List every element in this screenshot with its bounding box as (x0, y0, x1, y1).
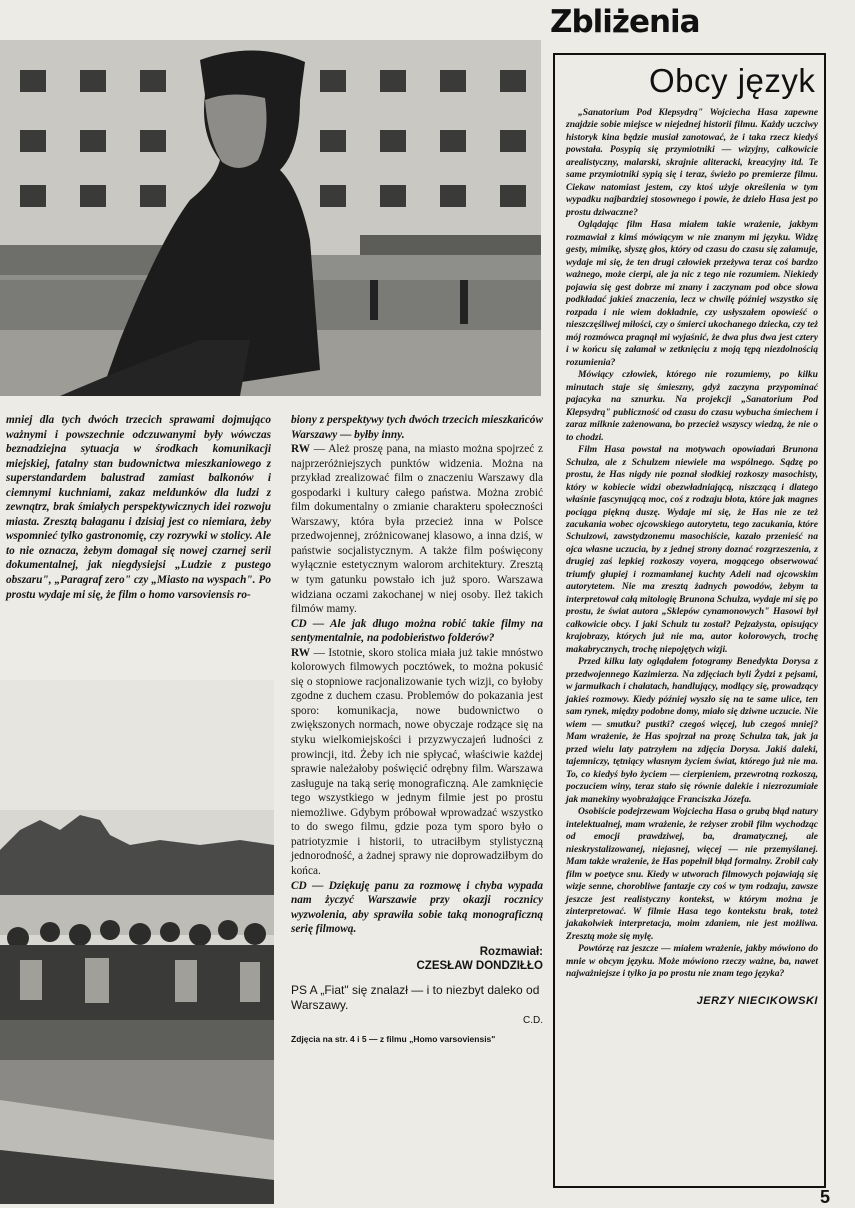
paragraph: Mówiący człowiek, którego nie rozumiemy, po kilku minutach staje się śmieszny, gdyż zaczyna przypominać pajacyka na sznurku. Na projekcji „Sanatorium Pod Klepsydrą" publiczność od czasu do czasu wybucha śmiechem i zaraz milknie zażenowana, bo przecież wszyscy wiedzą, że nie o to chodzi. (566, 369, 818, 443)
section-heading: Zbliżenia (550, 4, 700, 40)
postscript (291, 983, 543, 1028)
photo-credit: Zdjęcia na str. 4 i 5 — z filmu „Homo varsoviensis" (291, 1033, 496, 1044)
top-photo-man-on-street (0, 40, 541, 396)
postscript-text: PS A „Fiat" się znalazł — i to niezbyt daleko od Warszawy. (291, 982, 540, 1012)
sidebar-article (566, 107, 818, 1007)
bottom-photo-crowd-on-boat (0, 680, 274, 1204)
sidebar-title: Obcy język (649, 62, 816, 99)
speaker-tag-rw: RW (291, 443, 311, 456)
paragraph: Powtórzę raz jeszcze — miałem wrażenie, jakby mówiono do mnie w obcym języku. Może mówiono rzeczy ważne, ba, nawet najważniejsze i tylko ja po prostu nie znam tego języka? (566, 943, 818, 980)
paragraph: — Ależ proszę pana, na miasto można spojrzeć z najprzeróżniejszych punktów widzenia. Można na przykład zrealizować film o znaczeniu Warszawy dla gospodarki i kultury całego państwa. Można zrobić film dokumentalny o zmianie charakteru społeczności Warszawy, która była przecież inna w Polsce przedwojennej, zróżnicowanej klasowo, a inna dziś, w państwie socjalistycznym. A także film poświęcony wyłącznie estetycznym walorom architektury. Zresztą w tym gatunku powstało ich już sporo. Warszawa widziana oczami zakochanej w niej osoby. Ileż takich filmów mamy. (291, 443, 543, 616)
paragraph: Oglądając film Hasa miałem takie wrażenie, jakbym rozmawiał z kimś mówiącym w nie znanym mi języku. Widzę gesty, mimikę, słyszę głos, który od czasu do czasu się załamuje, wydaje mi się, że ten drugi człowiek przeżywa teraz coś bardzo ważnego, może cierpi, ale ja nic z tego nie rozumiem. Niekiedy pojawia się gest dobrze mi znany i zaczynam pod obce słowa podkładać jakieś znaczenia, lecz w chwilę później wszystko się rozpada i nie wiem dokładnie, czy usłyszałem opowieść o nieszczęśliwej miłości, czy o śmierci ukochanego dziecka, czy też mój rozmówca pragnął mi wyjaśnić, że dwa plus dwa jest cztery i w końcu się załamał w zetknięciu z moją tępą niezdolnością rozumienia? (566, 219, 818, 368)
speaker-tag-cd: CD (291, 617, 307, 630)
paragraph: biony z perspektywy tych dwóch trzecich mieszkańców Warszawy — byłby inny. (291, 414, 543, 441)
interviewer-signature (291, 945, 543, 973)
speaker-tag-cd: CD (291, 879, 307, 892)
paragraph: Film Hasa powstał na motywach opowiadań Brunona Schulza, ale z Schulzem niewiele ma wspólnego. Sądzę po prostu, że Has nigdy nie poznał słodkiej rozkoszy masochisty, który w kobiecie widzi obezwładniającą, niszczącą i dlatego właśnie fascynującą moc, coś z rodzaju błota, które jak magnes pociąga piękną duszę. Wydaje mi się, że Has nie ze też zacukania wobec ojcowskiego autorytetu, tego zacukania, które Schulzowi, zawstydzonemu masochiście, kazało przenieść na ojca własne uczucia, by z jednej strony doznać rozgrzeszenia, z drugiej zaś lepkiej rozkoszy voyera, mogącego obserwować triumfy głupiej i rozmamłanej kuchty Adeli nad ojcowskim autorytetem. Nie ma zresztą żadnych powodów, żebym ta interpretował całą mitologię Brunona Schulza, wydaje mi się po prostu, że świat autora „Sklepów cynamonowych" Hasowi był całkowicie obcy. I jaki Schulz tu został? Pejzażysta, opisujący krajobrazy, których już nie ma, autor kolorowych, trochę makabrycznych, trochę niepojętych wizji. (566, 444, 818, 655)
speaker-tag-rw: RW (291, 646, 311, 659)
paragraph: — Dziękuję panu za rozmowę i chyba wypada nam życzyć Warszawie przy okazji rocznicy wyzwolenia, aby sprawiła sobie taką monograficzną serię filmową. (291, 879, 543, 936)
article-left-column-top (6, 413, 271, 602)
signature-label: Rozmawiał: (479, 945, 543, 958)
paragraph: „Sanatorium Pod Klepsydrą" Wojciecha Hasa zapewne znajdzie sobie miejsce w niejednej historii filmu. Każdy uczciwy historyk kina będzie musiał zanotować, że i taka rzecz kiedyś powstała. Posypią się przymiotniki — wizyjny, całkowicie arealistyczny, malarski, skrajnie aliteracki, kreacyjny itd. Te same przymiotniki sypią się i teraz, świeżo po premierze filmu. Ciekaw natomiast jestem, czy ktoś użyje określenia w tym wypadku najbardziej stosownego i powie, że dzieło Hasa jest po prostu dziwaczne? (566, 107, 818, 218)
paragraph: — Istotnie, skoro stolica miała już takie mnóstwo kolorowych filmowych pocztówek, to można pokusić się o stopniowe racjonalizowanie tych wizji, co byłoby zgodne z duchem czasu. Problemów do pokazania jest sporo: komunikacja, nowe budownictwo o zwiększonych normach, nowe obyczaje rodzące się na styku wielkomiejskości i przyzwyczajeń ludności z prowincji, itd. Żeby ich nie spłycać, właściwie każdej sprawie należałoby poświęcić odrębny film. Warszawa zasługuje na taką serię monograficzną. Ale zamknięcie tego wszystkiego w jednym filmie jest po prostu niemożliwe. Gdybym próbował wprowadzać wszystko to do swego filmu, gdzie poza tym sporo było o patriotyzmie i historii, to utraciłbym stylistyczną jednorodność, a żadnej sprawy nie doprowadziłbym do końca. (291, 646, 543, 877)
article-middle-column (291, 413, 543, 1044)
paragraph: Przed kilku laty oglądałem fotogramy Benedykta Dorysa z przedwojennego Kazimierza. Na zdjęciach byli Żydzi z pejsami, w jarmułkach i chałatach, handlujący, modlący się, prowadzący jakieś rozmowy. Kiedy później wyszło się na te same ulice, ten sam rynek, między podobne domy, miało się dziwne uczucie. Nie wiem — smutku? pustki? czegoś więcej, lub czegoś mniej? Mam wrażenie, że Has spojrzał na prozę Schulza tak, jak ja przed wielu laty patrzyłem na zdjęcia Dorysa. Jakiś daleki, tajemniczy, tętniący własnym życiem świat, którego już nie ma. To, co kiedyś było życiem — cierpieniem, przewrotną rozkoszą, poczuciem winy, teraz stało się równie dalekie i niezrozumiałe jak manekiny wyobrażające Franciszka Józefa. (566, 656, 818, 805)
page-number: 5 (820, 1187, 831, 1207)
postscript-initials: C.D. (523, 1014, 543, 1026)
paragraph: — Ale jak długo można robić takie filmy na sentymentalnie, na podobieństwo folderów? (291, 617, 543, 645)
paragraph: mniej dla tych dwóch trzecich sprawami dojmująco ważnymi i powszechnie odczuwanymi były wówczas beznadziejna sytuacja w środkach komunikacji miejskiej, fatalny stan budownictwa mieszkaniowego z superstandardem balustrad zamiast balkonów i ciemnymi kuchniami, zakaz meldunków dla ludzi z zewnątrz, brak śmiałych perspektywicznych idei rozwoju miasta. Zresztą bałaganu i dzisiaj jest co niemiara, żeby wspomnieć tylko gastronomię, czy rozrywki w stolicy. Ale to nie oznacza, żebym domagał się nowej czarnej serii dokumentalnej, jak niegdysiejsi „Ludzie z pustego obszaru", „Paragraf zero" czy „Miasto na wyspach". Po prostu wydaje mi się, że film o homo varsoviensis ro- (6, 414, 271, 601)
signature-name: CZESŁAW DONDZIŁŁO (416, 959, 543, 972)
author-name: JERZY NIECIKOWSKI (696, 994, 818, 1007)
paragraph: Osobiście podejrzewam Wojciecha Hasa o grubą błąd natury intelektualnej, mam wrażenie, że reżyser zrobił film wychodząc od emocji prawdziwej, ba, dramatycznej, ale nieskrystalizowanej, niejasnej, więcej — nie przemyślanej. Mam także wrażenie, że Has popełnił błąd formalny. Zrobił cały film w poetyce snu. Kiedy w utworach filmowych pojawiają się wizje senne, chorobliwe fantazje czy coś w tym rodzaju, zawsze jeszcze jest realistyczny kontekst, w którym można je zinterpretować. W filmie Hasa tego kontekstu brak, toteż jakakolwiek interpretacja, moim zdaniem, nie jest możliwa. Zresztą może się mylę. (566, 806, 818, 942)
